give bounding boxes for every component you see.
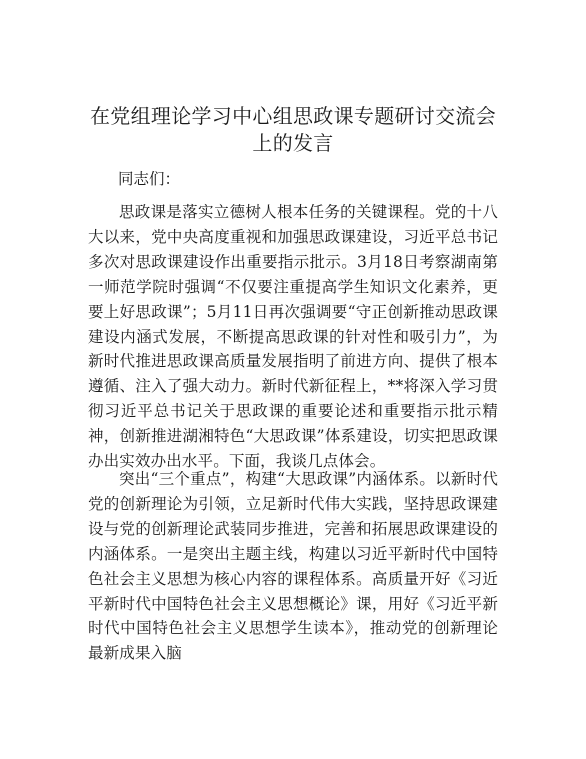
- document-title: [60, 103, 526, 157]
- salutation: 同志们：: [118, 170, 181, 188]
- body-paragraph-1: 思政课是落实立德树人根本任务的关键课程。党的十八大以来，党中央高度重视和加强思政课建设，习近平总书记多次对思政课建设作出重要指示批示。3月18日考察湖南第一师范学院时强调“不仅要注重提高学生知识文化素养，更要上好思政课”；5月11日再次强调要“守正创新推动思政课建设内涵式发展，不断提高思政课的针对性和吸引力”，为新时代推进思政课高质量发展指明了前进方向、提供了根本遵循、注入了强大动力。新时代新征程上，**将深入学习贯彻习近平总书记关于思政课的重要论述和重要指示批示精神，创新推进湖湘特色“大思政课”体系建设，切实把思政课办出实效办出水平。下面，我谈几点体会。: [88, 203, 498, 471]
- body-paragraph-2: 突出“三个重点”，构建“大思政课”内涵体系。以新时代党的创新理论为引领，立足新时代伟大实践，坚持思政课建设与党的创新理论武装同步推进，完善和拓展思政课建设的内涵体系。一是突出主题主线，构建以习近平新时代中国特色社会主义思想为核心内容的课程体系。高质量开好《习近平新时代中国特色社会主义思想概论》课，用好《习近平新时代中国特色社会主义思想学生读本》，推动党的创新理论最新成果入脑: [88, 470, 498, 663]
- title-line-1: 在党组理论学习中心组思政课专题研讨交流会: [90, 104, 496, 128]
- title-line-2: 上的发言: [252, 131, 334, 155]
